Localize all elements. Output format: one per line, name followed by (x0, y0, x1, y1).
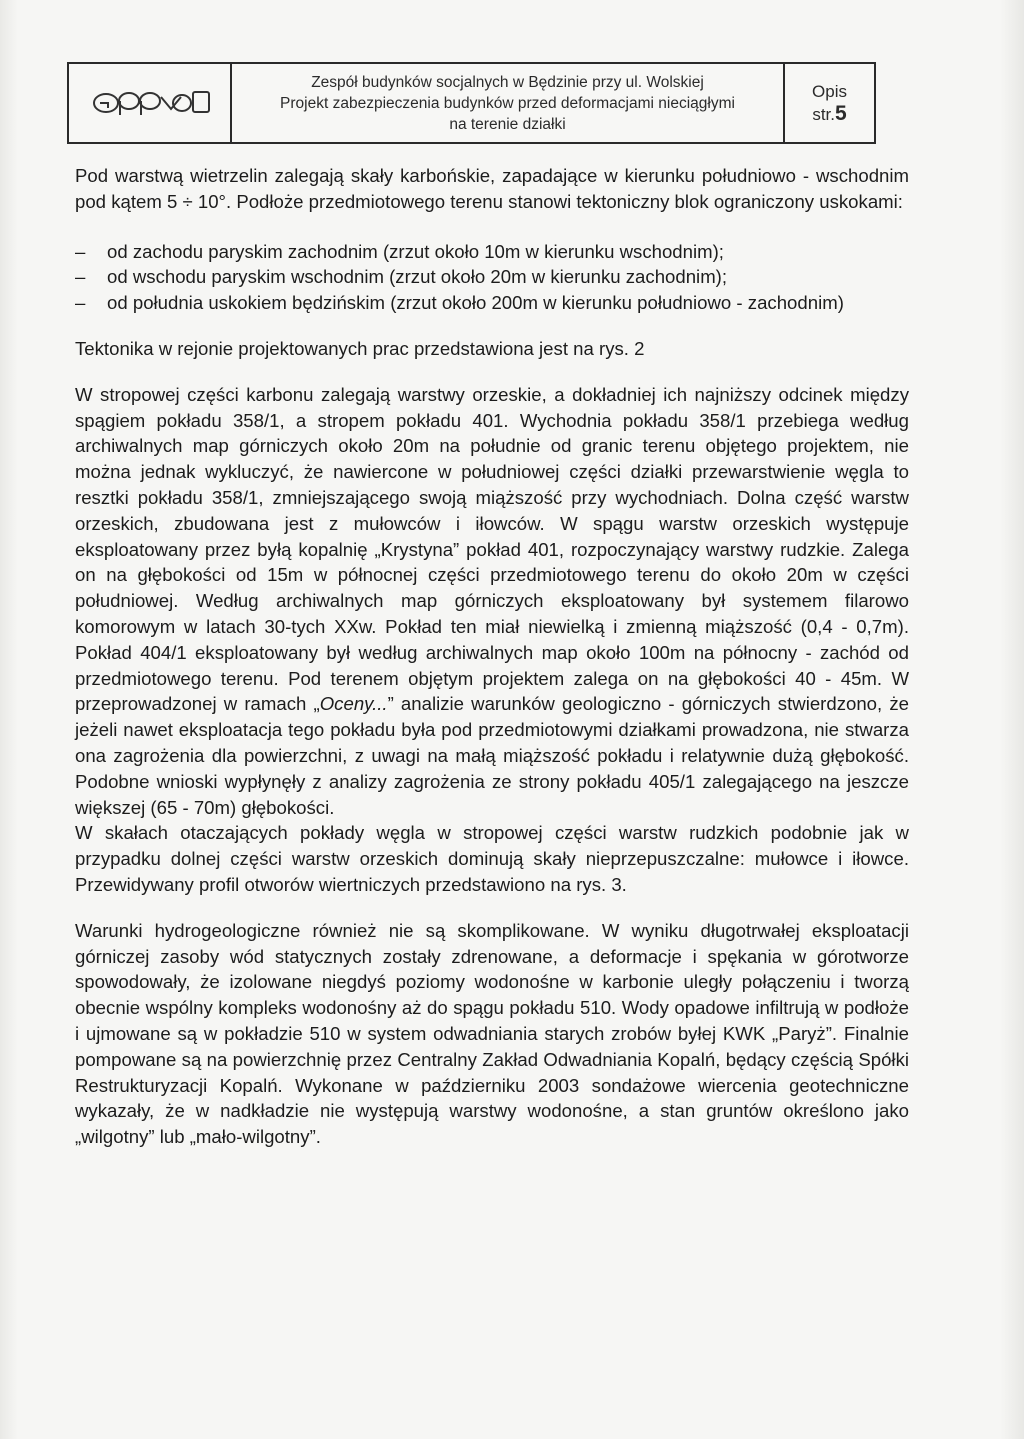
list-dash: – (75, 240, 86, 262)
paragraph-1: Pod warstwą wietrzelin zalegają skały karbońskie, zapadające w kierunku południowo - wschodnim pod kątem 5 ÷ 10°. Podłoże przedmiotowego terenu stanowi tektoniczny blok ograniczony uskokami: (75, 165, 909, 212)
page-prefix: str. (812, 104, 835, 124)
paragraph-3 (75, 382, 909, 821)
document-header (67, 62, 876, 144)
paragraph-5: Warunki hydrogeologiczne również nie są skomplikowane. W wyniku długotrwałej eksploatacji górniczej zasoby wód statycznych zostały zdrenowane, a deformacje i spękania w górotworze spowodowały, że izolowane niegdyś poziomy wodonośne w karbonie uległy połączeniu i tworzą obecnie wspólny kompleks wodonośny aż do spągu pokładu 510. Wody opadowe infiltrują w podłoże i ujmowane są w pokładzie 510 w system odwadniania starych zrobów byłej KWK „Paryż”. Finalnie pompowane są na powierzchnię przez Centralny Zakład Odwadniania Kopalń, będący częścią Spółki Restrukturyzacji Kopalń. Wykonane w październiku 2003 sondażowe wiercenia geotechniczne wykazały, że w nadkładzie nie występują warstwy wodonośne, a stan gruntów określono jako „wilgotny” lub „mało-wilgotny”. (75, 919, 909, 1148)
paragraph-2: Tektonika w rejonie projektowanych prac przedstawiona jest na rys. 2 (75, 337, 645, 359)
header-page-block (785, 64, 874, 142)
fault-list (75, 239, 909, 316)
page-number (812, 103, 846, 126)
list-item (75, 239, 909, 265)
paragraph-3-part-b: ” analizie warunków geologiczno - górniczych stwierdzono, że jeżeli nawet eksploatacja tego pokładu była pod przedmiotowymi działkami prowadzona, nie stwarza ona zagrożenia dla powierzchni, z uwagi na małą miąższość pokładu i relatywnie dużą głębokość. Podobne wnioski wypłynęły z analizy zagrożenia ze strony pokładu 405/1 zalegającego na jeszcze większej (65 - 70m) głębokości. (75, 693, 909, 818)
company-logo (69, 64, 232, 142)
page-number-value: 5 (834, 101, 847, 125)
list-dash: – (75, 292, 86, 314)
list-item-text: od południa uskokiem będzińskim (zrzut około 200m w kierunku południowo - zachodnim) (107, 292, 844, 314)
list-item-text: od zachodu paryskim zachodnim (zrzut około 10m w kierunku wschodnim); (107, 240, 724, 262)
paragraph-3-part-a: W stropowej części karbonu zalegają warstwy orzeskie, a dokładniej ich najniższy odcinek między spągiem pokładu 358/1, a stropem pokładu 401. Wychodnia pokładu 358/1 przebiega według archiwalnych map górniczych około 20m na południe od granic terenu objętego projektem, nie można jednak wykluczyć, że nawiercone w południowej części działki przewarstwienie węgla to resztki pokładu 358/1, zmniejszającego swoją miąższość przy wychodniach. Dolna część warstw orzeskich, zbudowana jest z mułowców i iłowców. W spągu warstw orzeskich występuje eksploatowany przez byłą kopalnię „Krystyna” pokład 401, rozpoczynający warstwy rudzkie. Zalega on na głębokości od 15m w północnej części przedmiotowego terenu do około 20m w części południowej. Według archiwalnych map górniczych eksploatowany był systemem filarowo komorowym w latach 30-tych XXw. Pokład ten miał niewielką i zmienną miąższość (0,4 - 0,7m). Pokład 404/1 eksploatowany był według archiwalnych map około 100m na północny - zachód od przedmiotowego terenu. Pod terenem objętym projektem zalega on na głębokości 40 - 45m. W przeprowadzonej w ramach „ (75, 383, 909, 715)
header-title-block (232, 64, 785, 142)
header-title-line-1: Zespół budynków socjalnych w Będzinie przy ul. Wolskiej (311, 73, 704, 91)
logo-mark-icon (86, 83, 214, 123)
header-title-line-3: na terenie działki (449, 115, 566, 133)
list-dash: – (75, 266, 86, 288)
list-item (75, 264, 909, 290)
paragraph-3-italic: Oceny... (319, 693, 388, 715)
document-body (75, 163, 909, 1170)
list-item-text: od wschodu paryskim wschodnim (zrzut około 20m w kierunku zachodnim); (107, 266, 728, 288)
header-title-line-2: Projekt zabezpieczenia budynków przed deformacjami nieciągłymi (280, 94, 735, 112)
list-item (75, 290, 909, 316)
paragraph-4: W skałach otaczających pokłady węgla w stropowej części warstw rudzkich podobnie jak w przypadku dolnej części warstw orzeskich dominują skały nieprzepuszczalne: mułowce i iłowce. Przewidywany profil otworów wiertniczych przedstawiono na rys. 3. (75, 822, 909, 895)
document-type-label: Opis (812, 81, 847, 101)
